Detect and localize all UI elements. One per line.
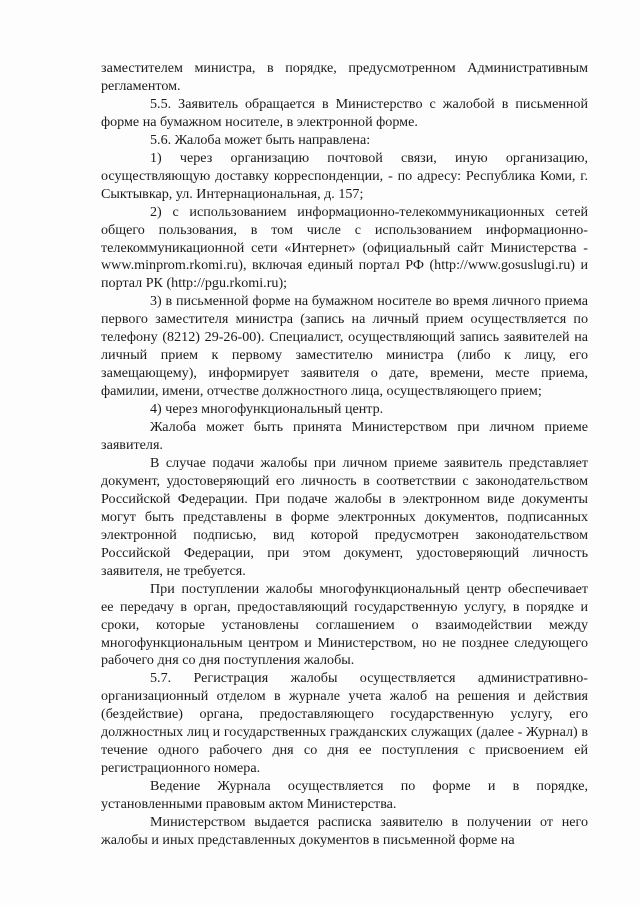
list-item-personal-reception: 3) в письменной форме на бумажном носителе во время личного приема первого заместителя министра (запись на личный прием осуществляется по телефону (8212) 29-26-00). Специалист, осуществляющий запись заявителей на личный прием к первому заместителю министра (либо к лицу, его замещающему), информирует заявителя о дате, времени, месте приема, фамилии, имени, отчестве должностного лица, осуществляющего прием;: [101, 293, 588, 400]
document-body: [101, 60, 588, 850]
paragraph-mfc-transfer: При поступлении жалобы многофункциональный центр обеспечивает ее передачу в орган, предоставляющий государственную услугу, в порядке и сроки, которые установлены соглашением о взаимодействии между многофункциональным центром и Министерством, но не позднее следующего рабочего дня со дня поступления жалобы.: [101, 580, 588, 669]
paragraph-5-7: 5.7. Регистрация жалобы осуществляется административно-организационный отделом в журнале учета жалоб на решения и действия (бездействие) органа, предоставляющего государственную услугу, его должностных лиц и государственных гражданских служащих (далее - Журнал) в течение одного рабочего дня со дня ее поступления с присвоением ей регистрационного номера.: [101, 670, 588, 777]
paragraph-personal-acceptance: Жалоба может быть принята Министерством при личном приеме заявителя.: [101, 419, 588, 454]
paragraph-identity-document: В случае подачи жалобы при личном приеме заявитель представляет документ, удостоверяющий его личность в соответствии с законодательством Российской Федерации. При подаче жалобы в электронном виде документы могут быть представлены в форме электронных документов, подписанных электронной подписью, вид которой предусмотрен законодательством Российской Федерации, при этом документ, удостоверяющий личность заявителя, не требуется.: [101, 454, 588, 579]
paragraph-5-6: 5.6. Жалоба может быть направлена:: [150, 131, 371, 148]
list-item-internet: 2) с использованием информационно-телекоммуникационных сетей общего пользования, в том числе с использованием информационно-телекоммуникационной сети «Интернет» (официальный сайт Министерства - www.minprom.rkomi.ru), включая единый портал РФ (http://www.gosuslugi.ru) и портал РК (http://pgu.rkomi.ru);: [101, 203, 588, 292]
paragraph-continuation: заместителем министра, в порядке, предусмотренном Административным регламентом.: [101, 60, 588, 94]
paragraph-5-5: 5.5. Заявитель обращается в Министерство с жалобой в письменной форме на бумажном носителе, в электронной форме.: [101, 95, 588, 130]
paragraph-receipt: Министерством выдается расписка заявителю в получении от него жалобы и иных представленных документов в письменной форме на: [101, 814, 588, 848]
paragraph-journal: Ведение Журнала осуществляется по форме и в порядке, установленными правовым актом Министерства.: [101, 778, 588, 813]
list-item-mfc: 4) через многофункциональный центр.: [150, 401, 384, 418]
list-item-postal: 1) через организацию почтовой связи, иную организацию, осуществляющую доставку корреспонденции, - по адресу: Республика Коми, г. Сыктывкар, ул. Интернациональная, д. 157;: [101, 149, 588, 202]
